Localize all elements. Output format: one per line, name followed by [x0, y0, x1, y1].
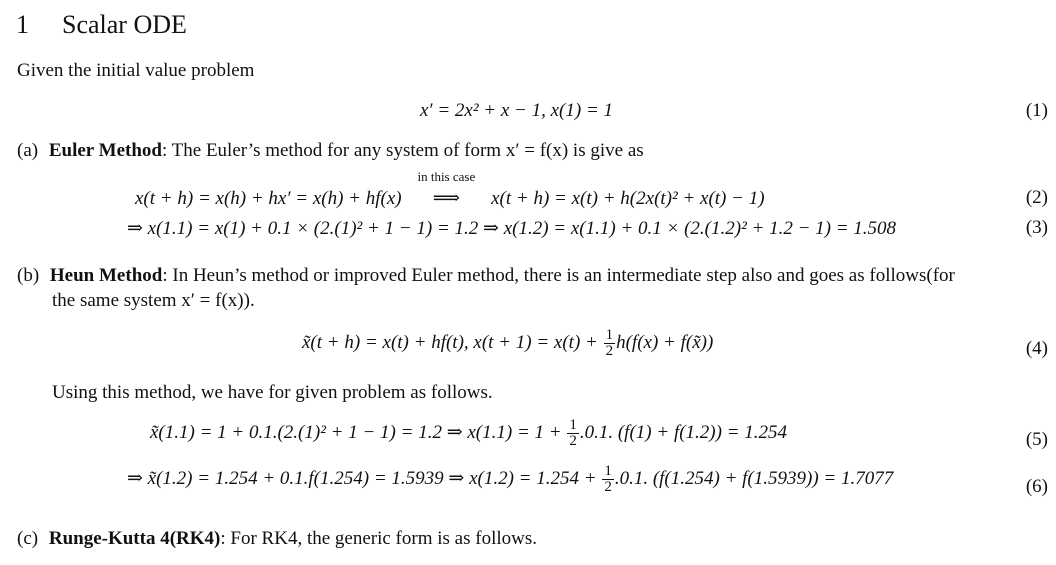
equation-6-rhs: .0.1. (f(1.254) + f(1.5939)) = 1.7077	[614, 467, 894, 489]
part-b-text-1: : In Heun’s method or improved Euler method, there is an intermediate step also and goes as follows(for	[162, 265, 955, 286]
equation-5-rhs: .0.1. (f(1) + f(1.2)) = 1.254	[579, 421, 788, 443]
equation-3-tag: (3)	[1025, 217, 1048, 238]
part-c-title: Runge-Kutta 4(RK4)	[48, 528, 221, 549]
part-c-label: (c)	[17, 528, 39, 549]
long-arrow-icon: ⟹	[432, 188, 460, 209]
equation-2-tag: (2)	[1025, 187, 1048, 208]
using-text: Using this method, we have for given problem as follows.	[52, 382, 493, 403]
section-number: 1	[16, 10, 29, 39]
equation-5-lhs: x̃(1.1) = 1 + 0.1.(2.(1)² + 1 − 1) = 1.2 ⇒ x(1.1) = 1 +	[150, 421, 562, 443]
equation-3: ⇒ x(1.1) = x(1) + 0.1 × (2.(1)² + 1 − 1) = 1.2 ⇒ x(1.2) = x(1.1) + 0.1 × (2.(1.2)² + 1.2 − 1) = 1.508	[127, 218, 897, 239]
part-b-label: (b)	[17, 265, 40, 286]
equation-6-tag: (6)	[1025, 476, 1048, 497]
arrow-label: in this case	[417, 169, 476, 184]
equation-1: x′ = 2x² + x − 1, x(1) = 1	[420, 100, 614, 121]
fraction-half: $\frac{1}{2}$	[604, 463, 612, 495]
equation-2	[135, 169, 765, 210]
part-c-paragraph	[17, 528, 537, 550]
part-a-title: Euler Method	[48, 140, 162, 161]
equation-2-lhs: x(t + h) = x(h) + hx′ = x(h) + hf(x)	[135, 188, 402, 209]
fraction-half: $\frac{1}{2}$	[605, 327, 614, 359]
equation-2-rhs: x(t + h) = x(t) + h(2x(t)² + x(t) − 1)	[491, 188, 765, 209]
equation-4	[302, 328, 713, 359]
equation-4-rhs: h(f(x) + f(x̃))	[616, 331, 714, 353]
implies-arrow	[406, 169, 486, 210]
part-b-paragraph	[17, 265, 955, 287]
part-a-paragraph	[17, 140, 644, 162]
section-heading	[16, 10, 187, 40]
equation-4-lhs: x̃(t + h) = x(t) + hf(t), x(t + 1) = x(t) +	[302, 331, 598, 353]
equation-4-tag: (4)	[1025, 338, 1048, 359]
part-c-text: : For RK4, the generic form is as follows.	[220, 528, 537, 549]
part-a-text: : The Euler’s method for any system of form x′ = f(x) is give as	[161, 140, 644, 161]
part-a-label: (a)	[17, 140, 39, 161]
intro-text: Given the initial value problem	[17, 60, 255, 81]
equation-6	[127, 464, 893, 495]
part-b-text-2: the same system x′ = f(x)).	[52, 290, 255, 311]
equation-5	[150, 418, 787, 449]
equation-1-tag: (1)	[1025, 100, 1048, 121]
section-title: Scalar ODE	[62, 10, 187, 39]
part-b-title: Heun Method	[49, 265, 163, 286]
equation-6-lhs: ⇒ x̃(1.2) = 1.254 + 0.1.f(1.254) = 1.5939 ⇒ x(1.2) = 1.254 +	[127, 467, 597, 489]
equation-5-tag: (5)	[1025, 429, 1048, 450]
fraction-half: $\frac{1}{2}$	[569, 417, 577, 449]
